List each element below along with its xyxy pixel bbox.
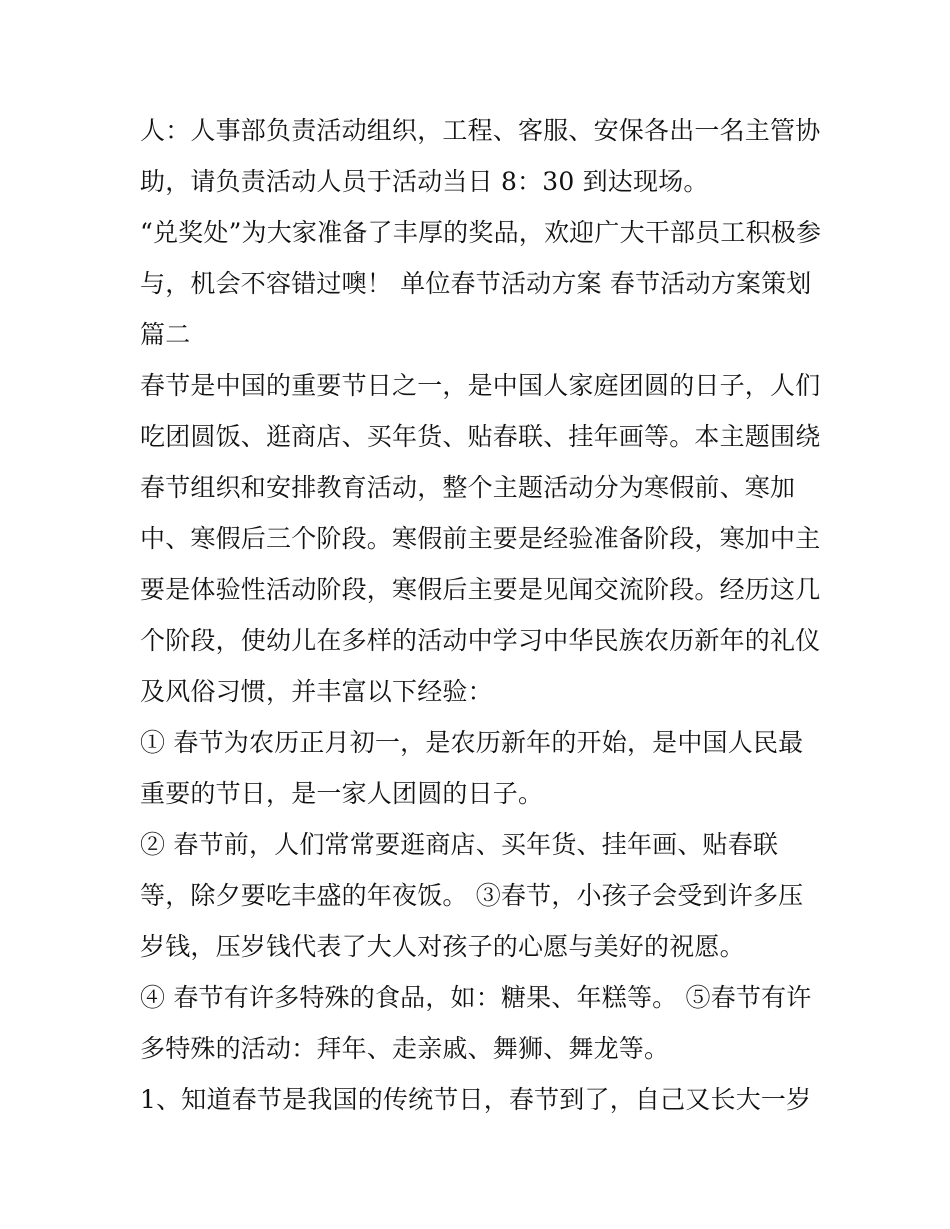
- text-line: 等，除夕要吃丰盛的年夜饭。 ③春节，小孩子会受到许多压: [140, 881, 804, 910]
- text-line: “兑奖处”为大家准备了丰厚的奖品，欢迎广大干部员工积极参: [140, 218, 822, 247]
- list-item-1: ① 春节为农历正月初一，是农历新年的开始，是中国人民最: [140, 728, 804, 757]
- text-line: 春节组织和安排教育活动，整个主题活动分为寒假前、寒加: [140, 473, 796, 502]
- text-line: 吃团圆饭、逛商店、买年货、贴春联、挂年画等。本主题围绕: [140, 422, 821, 451]
- text-line: 重要的节日，是一家人团圆的日子。: [140, 779, 544, 808]
- text-line: 个阶段，使幼儿在多样的活动中学习中华民族农历新年的礼仪: [140, 626, 821, 655]
- text-line: 岁钱，压岁钱代表了大人对孩子的心愿与美好的祝愿。: [140, 932, 745, 961]
- document-body: [140, 105, 820, 1125]
- section-heading: 篇二: [140, 320, 191, 349]
- text-line: 要是体验性活动阶段，寒假后主要是见闻交流阶段。经历这几: [140, 575, 821, 604]
- text-line: 中、寒假后三个阶段。寒假前主要是经验准备阶段，寒加中主: [140, 524, 821, 553]
- numbered-item-1: 1、知道春节是我国的传统节日，春节到了，自己又长大一岁: [140, 1085, 812, 1114]
- list-item-4: ④ 春节有许多特殊的食品，如：糖果、年糕等。 ⑤春节有许: [140, 983, 812, 1012]
- text-line: 春节是中国的重要节日之一，是中国人家庭团圆的日子，人们: [140, 371, 821, 400]
- text-line: 及风俗习惯，并丰富以下经验：: [140, 677, 493, 706]
- list-item-2: ② 春节前，人们常常要逛商店、买年货、挂年画、贴春联: [140, 830, 779, 859]
- text-line: 助，请负责活动人员于活动当日 8：30 到达现场。: [140, 167, 709, 196]
- text-line: 人：人事部负责活动组织，工程、客服、安保各出一名主管协: [140, 116, 821, 145]
- text-line: 与，机会不容错过噢！ 单位春节活动方案 春节活动方案策划: [140, 269, 812, 298]
- text-line: 多特殊的活动：拜年、走亲戚、舞狮、舞龙等。: [140, 1034, 670, 1063]
